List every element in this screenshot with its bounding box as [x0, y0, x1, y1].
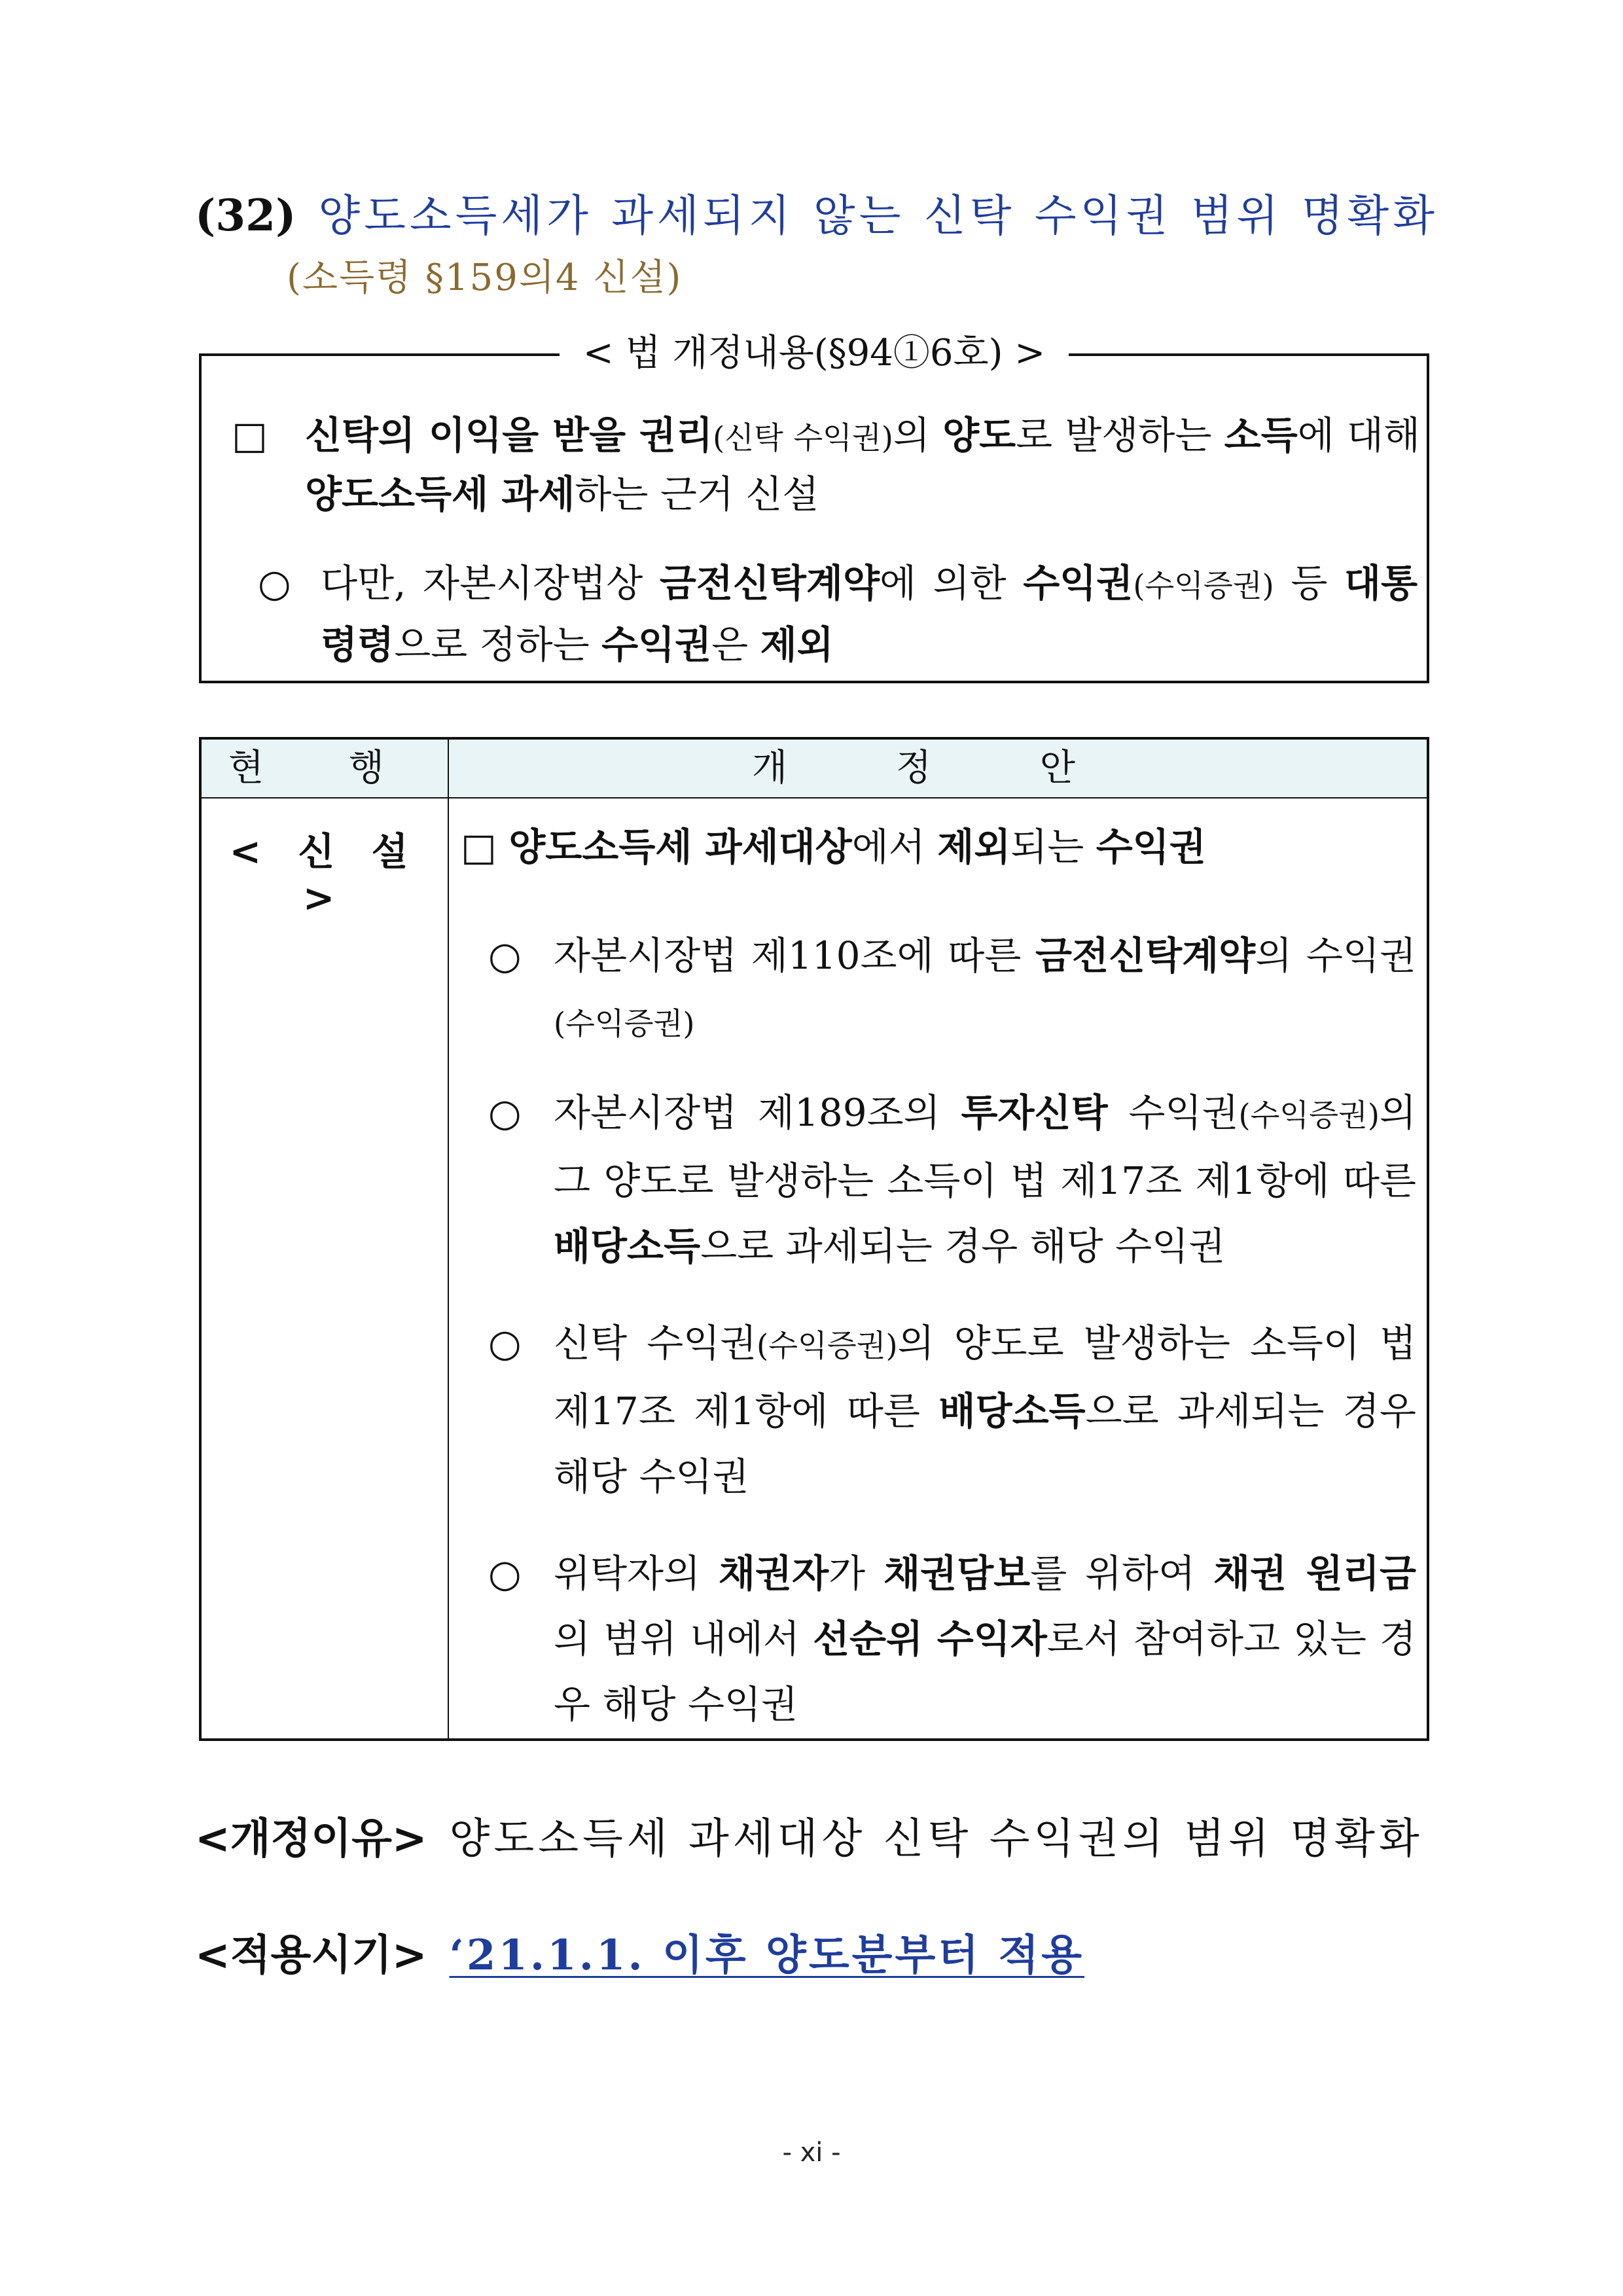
current-provision-text: < 신 설 > [229, 829, 420, 920]
revised-item: ○ 자본시장법 제110조에 따른 금전신탁계약의 수익권(수익증권) [488, 923, 1416, 1056]
bullet-circle-icon: ○ [488, 1090, 522, 1135]
law-box-subparagraph: ○ 다만, 자본시장법상 금전신탁계약에 의한 수익권(수익증권) 등 대통령령으로 정하는 수익권은 제외 [258, 554, 1418, 674]
revised-item: ○ 위탁자의 채권자가 채권담보를 위하여 채권 원리금의 범위 내에서 선순위 수익자로서 참여하고 있는 경우 해당 수익권 [488, 1541, 1416, 1737]
section-title-text: 양도소득세가 과세되지 않는 신탁 수익권 범위 명확화 [318, 190, 1438, 241]
column-divider [448, 740, 449, 1738]
amendment-reason [195, 1806, 1425, 1872]
reason-text: 양도소득세 과세대상 신탁 수익권의 범위 명확화 [449, 1815, 1423, 1863]
section-title [195, 186, 1438, 245]
column-header-revised: 개 정 안 [752, 747, 1124, 789]
column-header-current: 현 행 [228, 747, 421, 789]
revised-heading: □ 양도소득세 과세대상에서 제외되는 수익권 [461, 825, 1206, 869]
reason-label: <개정이유> [195, 1815, 427, 1863]
law-amendment-box [199, 332, 1429, 683]
application-date [195, 1923, 1084, 1988]
law-box-paragraph: □ 신탁의 이익을 받을 권리(신탁 수익권)의 양도로 발생하는 소득에 대해 양도소득세 과세하는 근거 신설 [232, 407, 1420, 522]
section-subtitle: (소득령 §159의4 신설) [287, 257, 683, 299]
bullet-circle-icon: ○ [488, 933, 522, 978]
page-number: - xi - [782, 2138, 841, 2168]
bullet-circle-icon: ○ [488, 1551, 522, 1596]
apply-text: ‘21.1.1. 이후 양도분부터 적용 [449, 1931, 1085, 1980]
revised-item: ○ 신탁 수익권(수익증권)의 양도로 발생하는 소득이 법 제17조 제1항에 따른 배당소득으로 과세되는 경우 해당 수익권 [488, 1310, 1416, 1509]
law-box-heading: < 법 개정내용(§94①6호) > [202, 327, 1427, 380]
apply-label: <적용시기> [195, 1931, 427, 1980]
checkbox-square-icon: □ [232, 413, 268, 457]
checkbox-square-icon: □ [461, 825, 497, 869]
revised-item: ○ 자본시장법 제189조의 투자신탁 수익권(수익증권)의 그 양도로 발생하는 소득이 법 제17조 제1항에 따른 배당소득으로 과세되는 경우 해당 수익권 [488, 1080, 1416, 1279]
bullet-circle-icon: ○ [258, 561, 291, 605]
comparison-table [199, 737, 1429, 1741]
table-header-row [202, 740, 1427, 798]
section-number: (32) [195, 190, 296, 241]
bullet-circle-icon: ○ [488, 1321, 522, 1365]
